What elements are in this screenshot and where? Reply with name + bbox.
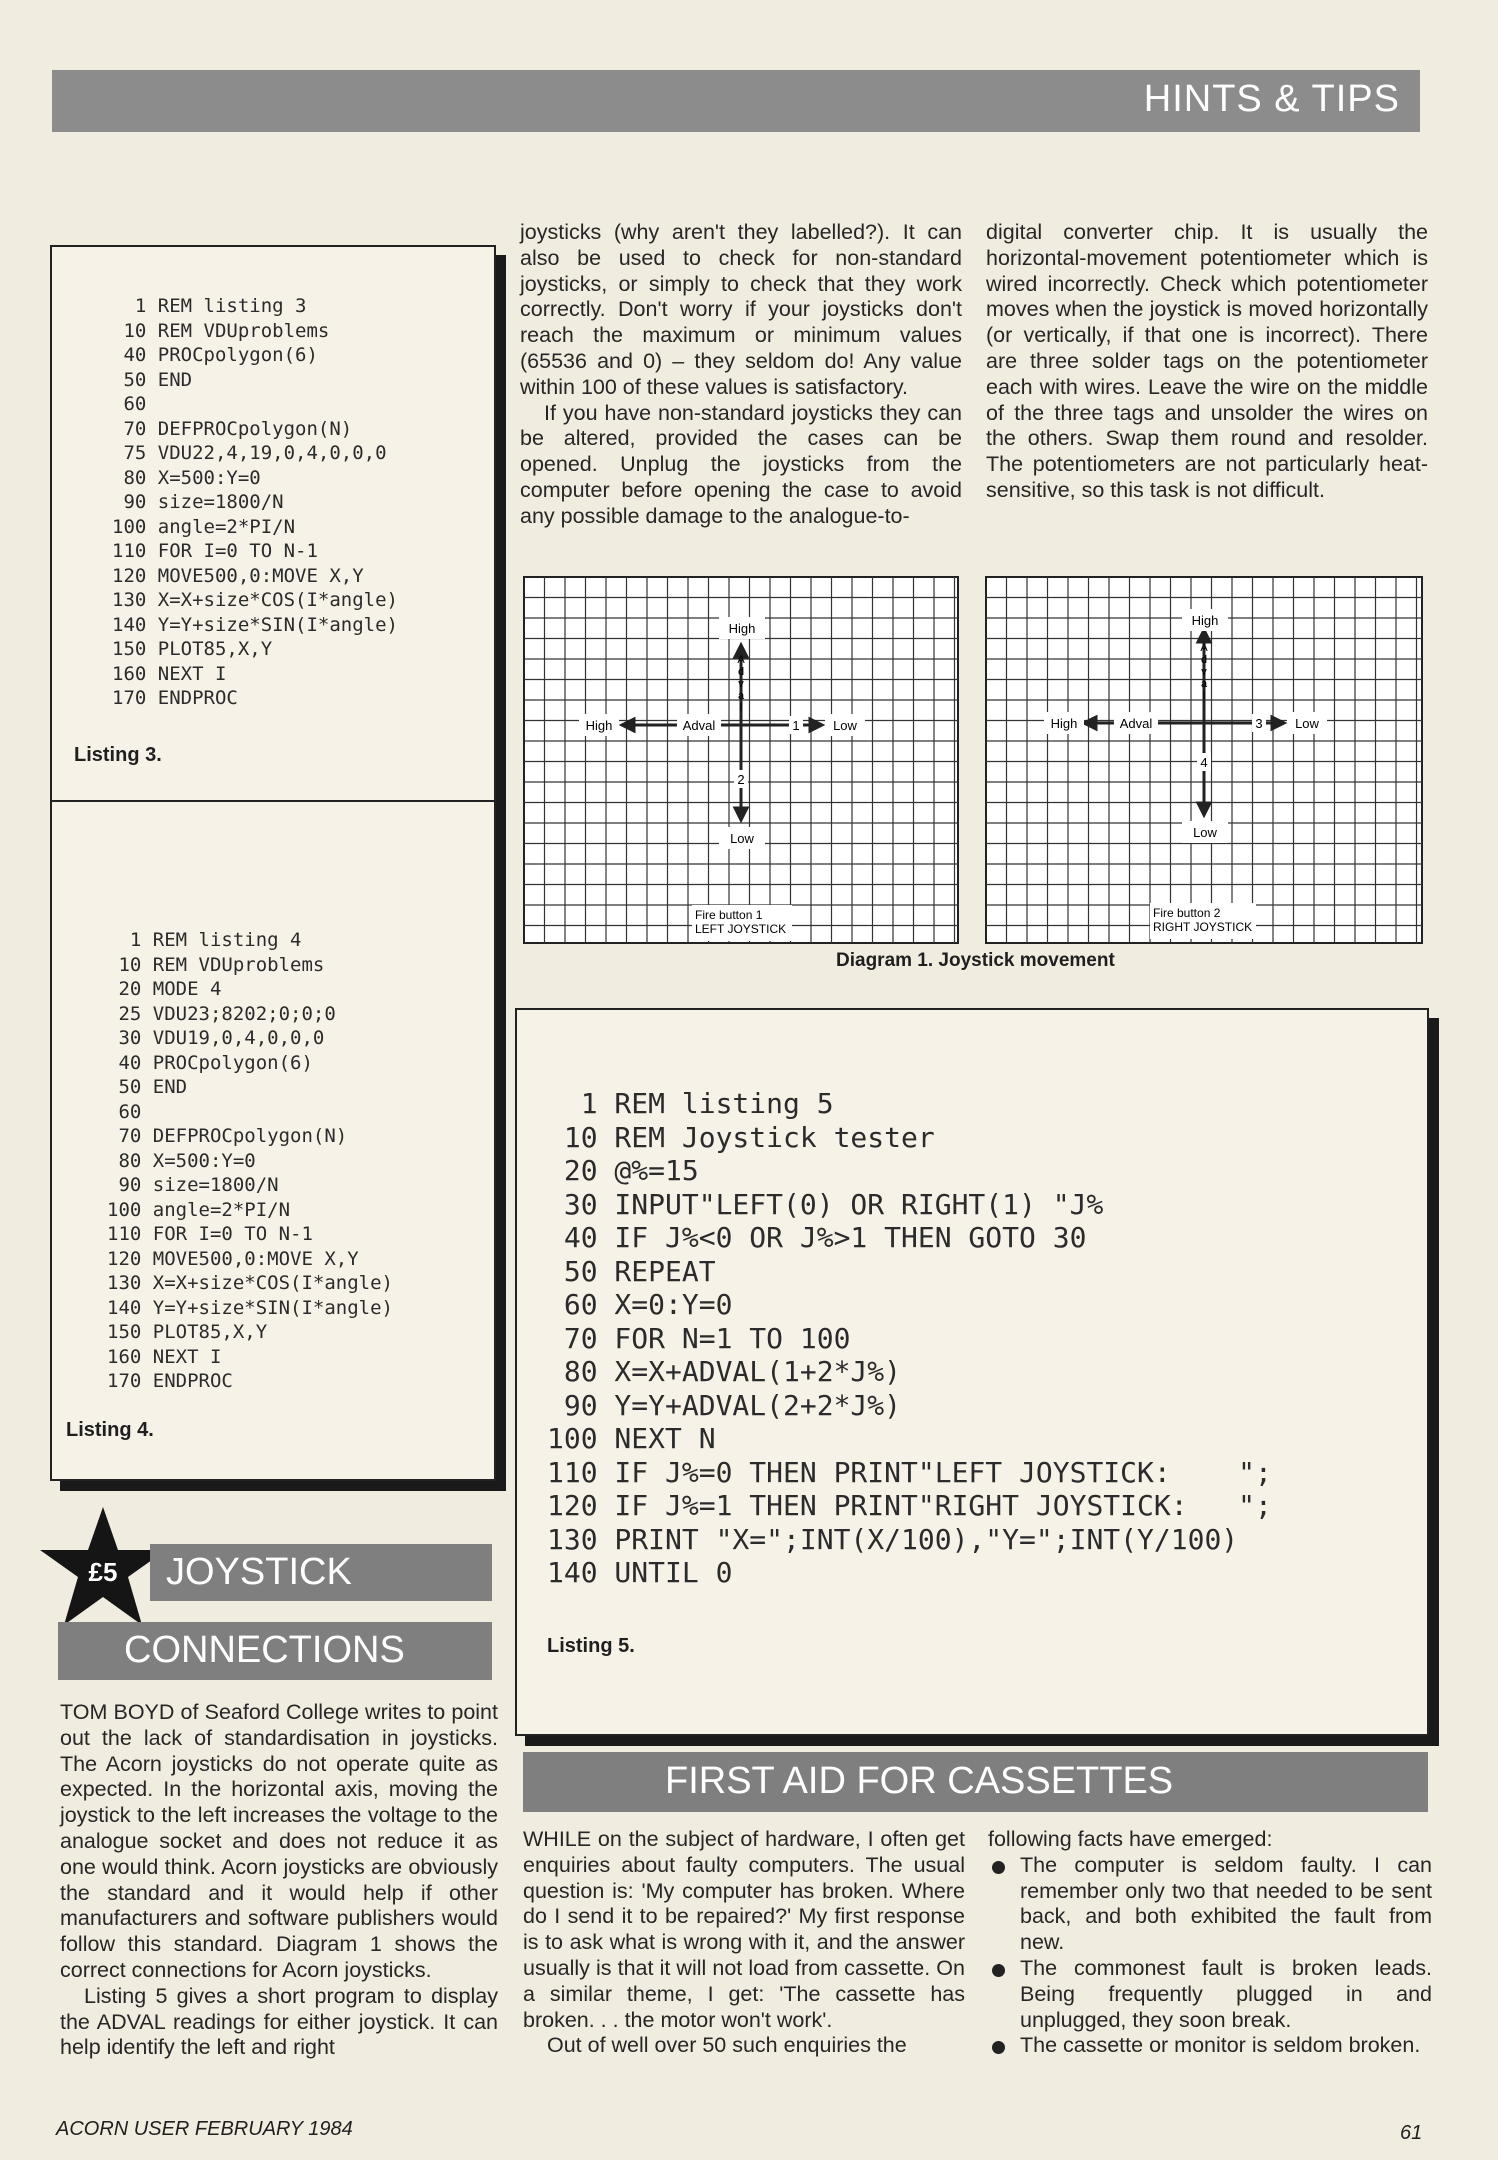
article2-paragraph-2: Out of well over 50 such enquiries the <box>547 2033 907 2058</box>
code-line: 50 END <box>107 1076 188 1098</box>
code-line: 30 VDU19,0,4,0,0,0 <box>107 1027 325 1049</box>
article1-paragraph-5: digital converter chip. It is usually the horizontal-movement potentiometer which is wired incorrectly. Check which potentiometer moves when the joystick is moved horizontally (or vertically, if that one is incorrect). There are three solder tags on the potentiometer each with wires. Leave the wire on the middle of the three tags and unsolder the wires on the others. Swap them round and resolder. The potentiometers are not particularly heat-sensitive, so this task is not difficult. <box>986 220 1428 502</box>
article2-intro: following facts have emerged: <box>988 1827 1273 1851</box>
code-line: 110 FOR I=0 TO N-1 <box>112 540 318 562</box>
code-line: 150 PLOT85,X,Y <box>112 638 273 660</box>
code-line: 160 NEXT I <box>107 1345 222 1368</box>
section-title: HINTS & TIPS <box>1143 78 1400 120</box>
diagram-left-joystick <box>522 575 960 945</box>
code-line: 10 REM Joystick tester <box>547 1120 935 1154</box>
article1-paragraph-4: If you have non-standard joysticks they can be altered, provided the cases can be opened. Unplug the joysticks from the computer before opening the case to avoid any possible damage to the analogue-to- <box>520 400 962 528</box>
svg-text:Fire button 2: Fire button 2 <box>1153 906 1221 920</box>
list-item: The commonest fault is broken leads. Being frequently plugged in and unplugged, they soon break. <box>988 1956 1432 2033</box>
code-line: 20 @%=15 <box>547 1154 699 1187</box>
svg-text:A: A <box>737 654 745 666</box>
code-line: 70 FOR N=1 TO 100 <box>547 1321 851 1355</box>
diagram-caption: Diagram 1. Joystick movement <box>836 950 1115 971</box>
code-line: 1 REM listing 3 <box>112 295 307 317</box>
svg-text:2: 2 <box>737 772 745 787</box>
code-line: 60 X=0:Y=0 <box>547 1288 733 1321</box>
listing-5-box <box>515 1008 1429 1736</box>
article2-paragraph-1: WHILE on the subject of hardware, I often get enquiries about faulty computers. The usual question is: 'My computer has broken. Where do I send it to be repaired?' My first response is to ask what is wrong with it, and the answer usually is that it will not load from cassette. On a similar theme, I get: 'The cassette has broken. . . the motor won't work'. <box>523 1827 965 2032</box>
code-line: 140 Y=Y+size*SIN(I*angle) <box>112 613 398 636</box>
article2-column-1 <box>523 1827 965 2059</box>
listing-4-code <box>107 929 393 1395</box>
listing-4-box <box>50 800 496 1481</box>
code-line: 10 REM VDUproblems <box>107 953 325 976</box>
code-line: 100 angle=2*PI/N <box>107 1198 291 1221</box>
svg-text:a: a <box>1200 678 1208 690</box>
listing-5-code <box>547 1087 1272 1590</box>
article1-paragraph-1: TOM BOYD of Seaford College writes to point out the lack of standardisation in joysticks. The Acorn joysticks do not operate quite as expected. In the horizontal axis, moving the joystick to the left increases the voltage to the analogue socket and does not reduce it as one would think. Acorn joysticks are obviously the standard and it would help if other manufacturers and software publishers would follow this standard. Diagram 1 shows the correct connections for Acorn joysticks. <box>60 1700 498 1982</box>
code-line: 70 DEFPROCpolygon(N) <box>112 417 353 440</box>
code-line: 130 PRINT "X=";INT(X/100),"Y=";INT(Y/100) <box>547 1522 1239 1556</box>
section-header-bar <box>52 70 1420 132</box>
svg-text:High: High <box>1050 716 1078 731</box>
code-line: 80 X=X+ADVAL(1+2*J%) <box>547 1355 902 1388</box>
code-line: 160 NEXT I <box>112 662 227 685</box>
code-line: 80 X=500:Y=0 <box>107 1149 256 1172</box>
svg-text:l: l <box>1202 690 1206 702</box>
listing-3-caption: Listing 3. <box>74 744 162 766</box>
svg-text:v: v <box>738 678 744 690</box>
code-line: 120 IF J%=1 THEN PRINT"RIGHT JOYSTICK: "; <box>547 1489 1272 1522</box>
code-line: 40 PROCpolygon(6) <box>107 1051 313 1074</box>
svg-text:v: v <box>1201 666 1207 678</box>
code-line: 75 VDU22,4,19,0,4,0,0,0 <box>112 442 387 464</box>
code-line: 1 REM listing 4 <box>107 929 302 951</box>
article1-paragraph-2: Listing 5 gives a short program to display the ADVAL readings for either joystick. It can help identify the left and right <box>60 1983 498 2060</box>
code-line: 170 ENDPROC <box>107 1370 233 1392</box>
listing-3-code <box>112 295 398 712</box>
footer-page-number: 61 <box>1400 2122 1423 2144</box>
svg-text:l: l <box>739 702 743 714</box>
code-line: 130 X=X+size*COS(I*angle) <box>112 589 398 611</box>
star-price-label: £5 <box>88 1557 118 1587</box>
code-line: 90 size=1800/N <box>112 491 284 513</box>
svg-text:Low: Low <box>833 718 857 733</box>
article2-column-2 <box>988 1827 1432 2059</box>
svg-text:d: d <box>1200 654 1208 666</box>
article1-column-2 <box>520 220 962 530</box>
code-line: 130 X=X+size*COS(I*angle) <box>107 1272 393 1294</box>
code-line: 90 size=1800/N <box>107 1174 279 1196</box>
listing-5-caption: Listing 5. <box>547 1635 635 1657</box>
svg-text:1: 1 <box>792 718 800 733</box>
article1-paragraph-3: joysticks (why aren't they labelled?). It can also be used to check for non-standard joysticks, or simply to check that they work correctly. Don't worry if your joysticks don't reach the maximum or minimum values (65536 and 0) – they seldom do! Any value within 100 of these values is satisfactory. <box>520 220 962 399</box>
svg-text:High: High <box>1191 613 1219 628</box>
svg-text:RIGHT JOYSTICK: RIGHT JOYSTICK <box>1153 920 1253 934</box>
code-line: 40 IF J%<0 OR J%>1 THEN GOTO 30 <box>547 1221 1087 1254</box>
code-line: 30 INPUT"LEFT(0) OR RIGHT(1) "J% <box>547 1187 1104 1221</box>
code-line: 150 PLOT85,X,Y <box>107 1321 268 1343</box>
code-line: 110 IF J%=0 THEN PRINT"LEFT JOYSTICK: "; <box>547 1455 1272 1489</box>
footer-magazine: ACORN USER FEBRUARY 1984 <box>56 2118 353 2140</box>
code-line: 50 REPEAT <box>547 1254 716 1288</box>
svg-text:High: High <box>728 621 756 636</box>
svg-text:d: d <box>737 666 745 678</box>
code-line: 10 REM VDUproblems <box>112 319 330 342</box>
diagram-right-joystick <box>984 575 1424 945</box>
price-star <box>38 1505 168 1635</box>
code-line: 140 UNTIL 0 <box>547 1556 733 1589</box>
article2-bullet-list <box>988 1853 1432 2059</box>
svg-text:Low: Low <box>1193 825 1217 840</box>
svg-text:a: a <box>737 690 745 702</box>
article1-column-3 <box>986 220 1428 504</box>
svg-text:3: 3 <box>1255 716 1263 731</box>
svg-text:Fire button 1: Fire button 1 <box>695 908 763 922</box>
code-line: 120 MOVE500,0:MOVE X,Y <box>112 564 364 587</box>
svg-text:Low: Low <box>1295 716 1319 731</box>
svg-text:Adval: Adval <box>1119 716 1153 731</box>
svg-text:High: High <box>585 718 613 733</box>
listing-3-box <box>50 245 496 804</box>
code-line: 40 PROCpolygon(6) <box>112 344 318 366</box>
code-line: 60 <box>112 393 147 415</box>
svg-text:4: 4 <box>1200 755 1208 770</box>
code-line: 170 ENDPROC <box>112 687 238 709</box>
article-title-connections: CONNECTIONS <box>58 1622 492 1680</box>
code-line: 20 MODE 4 <box>107 978 222 1000</box>
code-line: 120 MOVE500,0:MOVE X,Y <box>107 1247 359 1270</box>
code-line: 25 VDU23;8202;0;0;0 <box>107 1002 336 1025</box>
code-line: 50 END <box>112 368 193 391</box>
code-line: 140 Y=Y+size*SIN(I*angle) <box>107 1296 393 1319</box>
svg-text:LEFT JOYSTICK: LEFT JOYSTICK <box>695 922 787 936</box>
code-line: 100 angle=2*PI/N <box>112 515 296 538</box>
list-item: The cassette or monitor is seldom broken. <box>988 2033 1432 2059</box>
code-line: 1 REM listing 5 <box>547 1087 834 1120</box>
code-line: 90 Y=Y+ADVAL(2+2*J%) <box>547 1388 902 1422</box>
code-line: 110 FOR I=0 TO N-1 <box>107 1223 313 1245</box>
code-line: 60 <box>107 1100 142 1123</box>
svg-text:A: A <box>1200 642 1208 654</box>
article-title-first-aid: FIRST AID FOR CASSETTES <box>523 1752 1428 1812</box>
list-item: The computer is seldom faulty. I can remember only two that needed to be sent back, and both exhibited the fault from new. <box>988 1853 1432 1956</box>
code-line: 80 X=500:Y=0 <box>112 466 261 489</box>
listing-4-caption: Listing 4. <box>66 1419 154 1441</box>
svg-text:Adval: Adval <box>682 718 716 733</box>
article1-column-1 <box>60 1700 498 2061</box>
code-line: 70 DEFPROCpolygon(N) <box>107 1125 348 1147</box>
article-title-joystick: JOYSTICK <box>150 1544 492 1601</box>
code-line: 100 NEXT N <box>547 1422 716 1455</box>
svg-text:Low: Low <box>730 831 754 846</box>
